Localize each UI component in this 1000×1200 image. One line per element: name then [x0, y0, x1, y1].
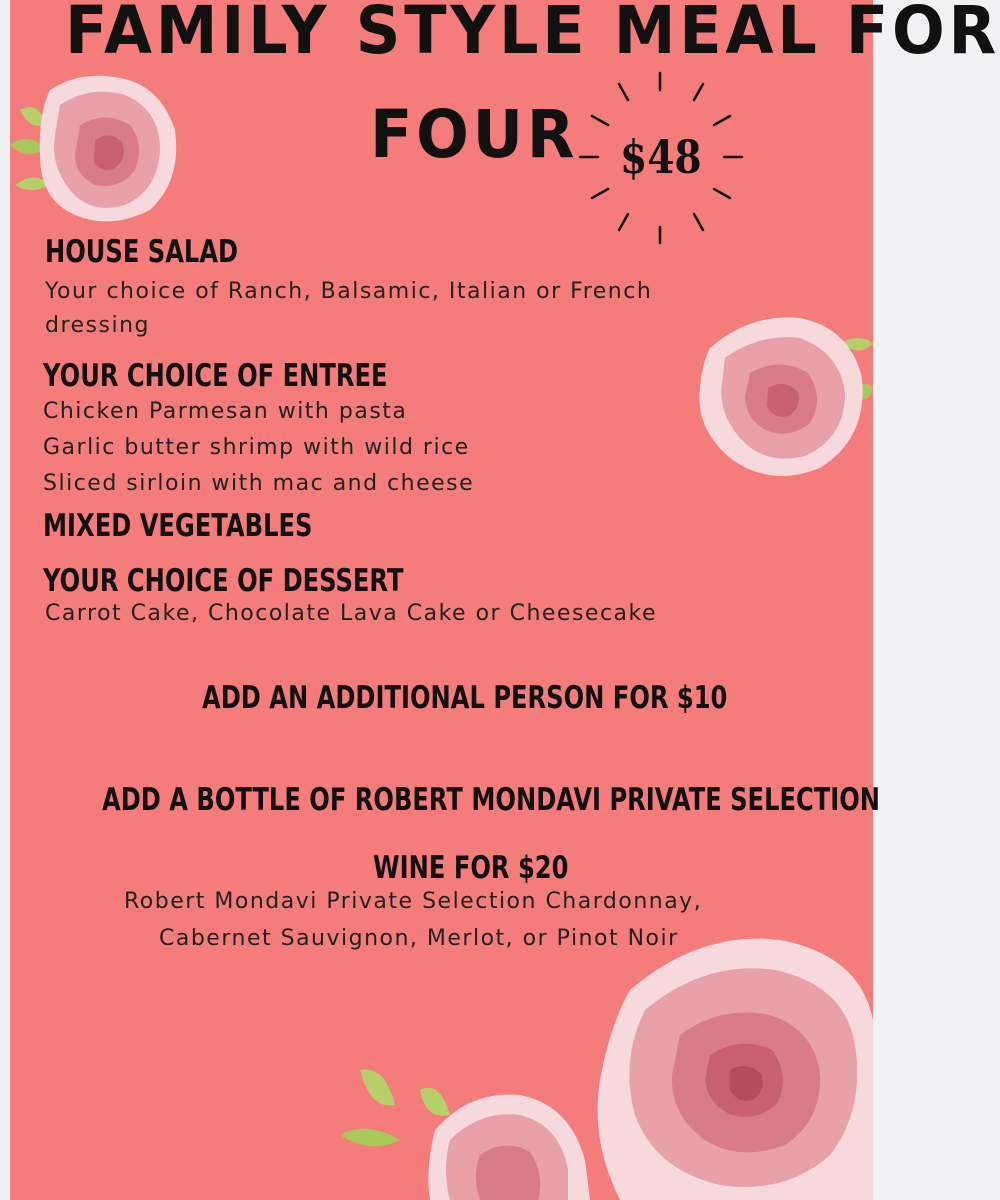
salad-description: Your choice of Ranch, Balsamic, Italian or French	[45, 279, 653, 304]
wine-details: Robert Mondavi Private Selection Chardonnay,	[124, 889, 703, 914]
page-title-line2: FOUR	[370, 96, 579, 173]
price-badge: $48	[620, 130, 702, 184]
wine-details: Cabernet Sauvignon, Merlot, or Pinot Noir	[159, 926, 679, 951]
salad-description: dressing	[45, 313, 151, 338]
dessert-description: Carrot Cake, Chocolate Lava Cake or Cheesecake	[45, 601, 658, 626]
section-heading-vegetables: MIXED VEGETABLES	[43, 508, 313, 544]
section-heading-entree: YOUR CHOICE OF ENTREE	[43, 358, 388, 394]
addon-wine-price: WINE FOR $20	[373, 850, 569, 886]
rose-icon	[590, 930, 873, 1200]
entree-item: Sliced sirloin with mac and cheese	[43, 471, 475, 496]
rose-icon	[690, 308, 873, 483]
addon-person: ADD AN ADDITIONAL PERSON FOR $10	[202, 680, 728, 716]
entree-item: Chicken Parmesan with pasta	[43, 399, 408, 424]
section-heading-salad: HOUSE SALAD	[45, 234, 239, 270]
entree-item: Garlic butter shrimp with wild rice	[43, 435, 470, 460]
page-title: FAMILY STYLE MEAL FOR	[65, 0, 1000, 69]
section-heading-dessert: YOUR CHOICE OF DESSERT	[43, 563, 404, 599]
rose-icon	[340, 1060, 600, 1200]
menu-page	[10, 0, 1000, 1200]
addon-wine: ADD A BOTTLE OF ROBERT MONDAVI PRIVATE SELECTION	[102, 782, 881, 818]
rose-icon	[10, 70, 185, 230]
